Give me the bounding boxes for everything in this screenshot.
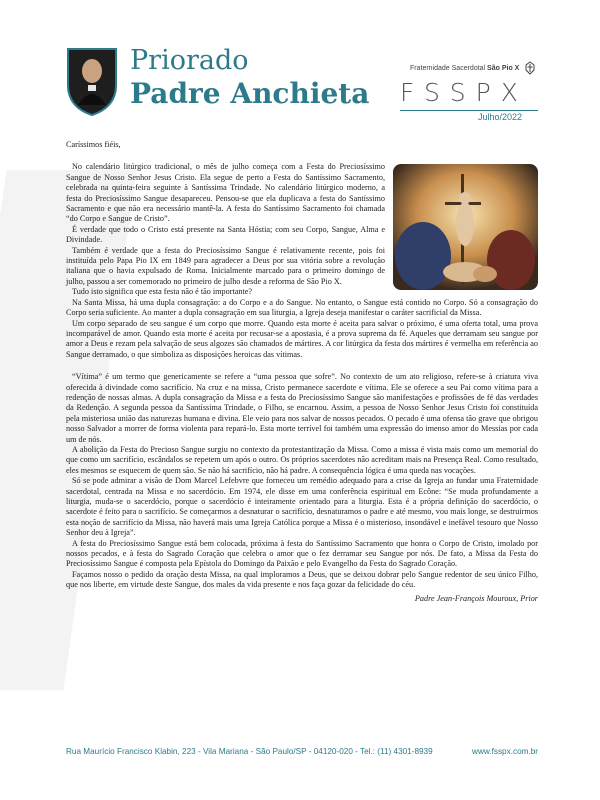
fraternity-name: [410, 65, 519, 72]
header-rule: [400, 110, 538, 111]
paragraph-7: “Vítima” é um termo que genericamente se refere a “uma pessoa que sofre”. No contexto de um ato religioso, refere-se à criatura viva oferecida à divindade como sacrifício. Na cruz e na missa, Cristo permanece sacerdote e vítima. Ele se oferece a seu Pai como vítima para a redenção de nossas almas. A dupla consagração da Missa e a festa do Preciosíssimo Sangue são manifestações e profissões de fé das verdades da Redenção. A segunda pessoa da Santíssima Trindade, o Filho, se encarnou. Assim, a pessoa de Nosso Senhor Jesus Cristo foi constituída pela misteriosa união das naturezas humana e divina. Ele veio para nos salvar de nossos pecados. O pecado é uma ofensa tão grave que obrigou nosso Salvador a morrer de forma violenta para repará-lo. Esta morte terrível foi também uma expressão do imenso amor do Messias por cada um de nós.: [66, 372, 538, 444]
letterhead: [0, 0, 600, 135]
painting-image: [393, 164, 538, 290]
paragraph-5: Na Santa Missa, há uma dupla consagração: a do Corpo e a do Sangue. No entanto, o Sangue está contido no Corpo. Só a consagração do Corpo seria suficiente. Ao manter a dupla consagração em sua liturgia, a Igreja deseja manifestar o caráter sacrificial da Missa.: [66, 297, 538, 318]
paragraph-1: No calendário litúrgico tradicional, o mês de julho começa com a Festa do Preciosíssimo Sangue de Nosso Senhor Jesus Cristo. Ela segue de perto a Festa do Santíssimo Sacramento, celebrada na quinta-feira seguinte à Santíssima Trindade. No calendário litúrgico moderno, a festa do Preciosíssimo Sangue desapareceu. Pensou-se que ela duplicava a festa do Santíssimo Sacramento e que não era necessário mantê-la. A festa do Santíssimo Sacramento foi chamada “do Corpo e Sangue de Cristo”.: [66, 162, 385, 224]
paragraph-2: É verdade que todo o Cristo está presente na Santa Hóstia; com seu Corpo, Sangue, Alma e Divindade.: [66, 224, 385, 245]
resurrection-painting: [393, 164, 538, 290]
paragraph-4: Tudo isto significa que esta festa não é tão importante?: [72, 287, 253, 297]
fsspx-logo: FSSPX: [400, 78, 528, 107]
footer-address: Rua Maurício Francisco Klabin, 223 - Vila Mariana - São Paulo/SP - 04120-020 - Tel.: (11) 4301-8939: [66, 747, 433, 756]
fraternity-saint: São Pio X: [487, 65, 520, 72]
paragraph-9: Só se pode admirar a visão de Dom Marcel Lefebvre que forneceu um remédio adequado para a crise da Igreja ao fundar uma Fraternidade sacerdotal, centrada na Missa e no sacerdócio. Em 1974, ele disse em uma conferência espiritual em Ecône: “Se muda profundamente a liturgia, muda-se o sacerdócio, porque o sacerdócio é inteiramente orientado para a liturgia. Esta é a própria definição do sacerdócio, o sacerdote é feito para o sacrifício. Se começarmos a desnaturar o sacrifício, desnaturamos o padre e até mesmo, vou mais longe, se destruirmos esta noção de sacrifício da Missa, não haverá mais uma Igreja Católica porque a Missa é o misterioso, insondável e inefável tesouro que Nosso Senhor deu à Igreja”.: [66, 476, 538, 538]
footer-website-link[interactable]: www.fsspx.com.br: [472, 747, 538, 756]
paragraph-6: Um corpo separado de seu sangue é um corpo que morre. Quando esta morte é aceita para salvar o próximo, é uma oferta total, uma prova incomparável de amor. Quando esta morte é aceita por recusar-se a apostasia, é a prova suprema da fé. Aqueles que derramam seu sangue por amor a Deus e rezam pela salvação de seus algozes são chamados de mártires. A cor litúrgica da festa dos mártires é vermelha em referência ao Sangue derramado, o que simboliza as disposições heroicas das vítimas.: [66, 318, 538, 359]
paragraph-11: Façamos nosso o pedido da oração desta Missa, na qual imploramos a Deus, que se deixou dobrar pelo Sangue redentor de seu único Filho, que nos liberte, em virtude deste Sangue, dos males da vida presente e nos faça gozar da felicidade do céu.: [66, 569, 538, 590]
paragraph-10: A festa do Preciosíssimo Sangue está bem colocada, próxima à festa do Santíssimo Sacramento que honra o Corpo de Cristo, imolado por nossos pecados, e à festa do Sagrado Coração que celebra o amor que o fez derramar seu Sangue por nós. De fato, a Missa da Festa do Preciosíssimo Sangue é composta pela Epístola do Domingo da Paixão e pelo Evangelho da Festa do Sagrado Coração.: [66, 538, 538, 569]
fraternity-prefix: Fraternidade Sacerdotal: [410, 65, 488, 72]
paragraph-3: Também é verdade que a festa do Preciosíssimo Sangue é relativamente recente, pois foi instituída pelo Papa Pio IX em 1849 para agradecer a Deus por sua vitória sobre a revolução italiana que o havia expulsado de Roma. Inicialmente marcado para o primeiro domingo de julho, passou a ser comemorado no primeiro de julho desde a reforma de São Pio X.: [66, 245, 385, 286]
saint-portrait-icon: [64, 47, 120, 117]
title-line-1: Priorado: [130, 45, 249, 76]
issue-date: Julho/2022: [478, 112, 523, 122]
fraternity-emblem-icon: [524, 61, 536, 75]
salutation: Caríssimos fiéis,: [66, 140, 121, 149]
paragraph-gap: [66, 360, 538, 372]
signature: Padre Jean-François Mouroux, Prior: [414, 593, 538, 603]
title-line-2: Padre Anchieta: [130, 77, 370, 110]
letter-body: [66, 140, 538, 604]
paragraph-8: A abolição da Festa do Precioso Sangue surgiu no contexto da protestantização da Missa. Como a missa é vista mais como um memorial do que como um sacrifício, escândalos se repetem um após o outro. Os próprios sacerdotes não acreditam mais na Presença Real. Como resultado, eles mesmos se esquecem de quem são. Se não há sacrifício, não há padre. A consequência lógica é uma queda nas vocações.: [66, 444, 538, 475]
